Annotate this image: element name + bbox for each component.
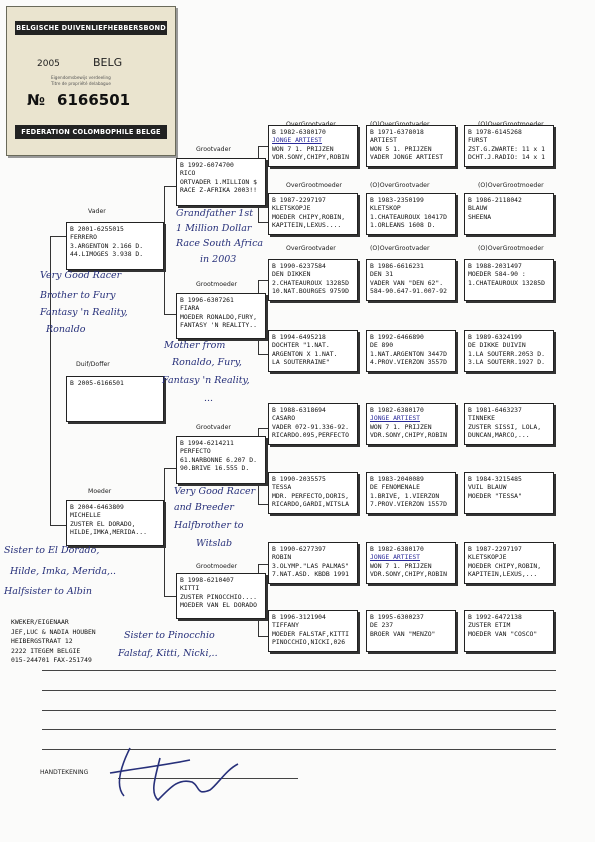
great-grandparent-box-2: B 1987-2297197 KLETSKOPJE MOEDER CHIPY,ROBIN, KAPITEIN,LEXUS.... xyxy=(268,193,358,235)
great-grandparent-box-1: B 1982-6380170 JONGE ARTIEST WON 7 1. PRIJZEN VDR.SONY,CHIPY,ROBIN xyxy=(268,125,358,167)
father-name: FERRERO xyxy=(70,233,97,242)
great-grandparent-box-8: B 1996-3121904 TIFFANY MOEDER FALSTAF,KITTI PINOCCHIO,NICKI,026 xyxy=(268,610,358,652)
great-grandparent-box-3: B 1990-6237584 DEN DIKKEN 2.CHATEAUROUX 13285D 10.NAT.BOURGES 9759D xyxy=(268,259,358,301)
header-overgrootvader-3: OverGrootvader xyxy=(286,245,336,252)
father-box xyxy=(66,222,164,270)
great-grandparent-box-7: B 1990-6277397 ROBIN 3.OLYMP."LAS PALMAS" 7.NAT.ASD. KBDB 1991 xyxy=(268,542,358,584)
mother-line-3: ZUSTER EL DORADO, xyxy=(70,519,136,528)
gg-mother-box-2: B 1986-2118042 BLAUW SHEENA xyxy=(464,193,554,235)
grandfather-maternal-box: B 1994-6214211 PERFECTO 61.NARBONNE 6.207 D. 90.BRIVE 16.555 D. xyxy=(176,436,266,484)
gg-father-box-3: B 1986-6616231 DEN 31 VADER VAN "DEN 62". 584-90.647-91.007-92 xyxy=(366,259,456,301)
header-grootvader-mat: Grootvader xyxy=(196,424,231,431)
owner-phone: 015-244701 FAX-251749 xyxy=(11,656,92,665)
note-line xyxy=(42,710,556,711)
father-line-4: 44.LIMOGES 3.938 D. xyxy=(70,250,144,259)
father-ring: B 2001-6255015 xyxy=(70,225,124,233)
grandmother-maternal-box: B 1998-6210407 KITTI ZUSTER PINOCCHIO.... MOEDER VAN EL DORADO xyxy=(176,573,266,619)
handwritten-note: Ronaldo xyxy=(46,324,86,335)
handwritten-note: Halfsister to Albin xyxy=(4,586,92,597)
gg-father-box-7: B 1982-6380170 JONGE ARTIEST WON 7 1. PRIJZEN VDR.SONY,CHIPY,ROBIN xyxy=(366,542,456,584)
header-moeder: Moeder xyxy=(88,488,112,495)
handwritten-note: Fantasy 'n Reality, xyxy=(40,307,128,318)
gg-father-box-5: B 1982-6380170 JONGE ARTIEST WON 7 1. PRIJZEN VDR.SONY,CHIPY,ROBIN xyxy=(366,403,456,445)
handwritten-note: Falstaf, Kitti, Nicki,.. xyxy=(118,648,218,659)
great-grandparent-box-4: B 1994-6495218 DOCHTER "1.NAT. ARGENTON X 1.NAT. LA SOUTERRAINE" xyxy=(268,330,358,372)
header-grootmoeder-pat: Grootmoeder xyxy=(196,281,238,288)
father-line-3: 3.ARGENTON 2.166 D. xyxy=(70,241,144,250)
stamp-year: 2005 xyxy=(37,59,60,69)
handwritten-note: and Breeder xyxy=(174,502,234,513)
owner-name: JEF,LUC & NADIA HOUBEN xyxy=(11,627,96,636)
handwritten-note: in 2003 xyxy=(200,254,237,265)
subject-ring-number: B 2005-6166501 xyxy=(70,379,124,387)
header-grootvader-pat: Grootvader xyxy=(196,146,231,153)
header-o-overgrootmoeder-2: (O)OverGrootmoeder xyxy=(478,182,544,189)
mother-ring: B 2004-6463809 xyxy=(70,503,124,511)
signature-label: HANDTEKENING xyxy=(40,769,89,776)
gg-father-box-6: B 1983-2040089 DE FENOMENALE 1.BRIVE, 1.VIERZON 7.PROV.VIERZON 1557D xyxy=(366,472,456,514)
gg-father-box-1: B 1971-6378018 ARTIEST WON 5 1. PRIJZEN VADER JONGE ARTIEST xyxy=(366,125,456,167)
gg-father-box-2: B 1983-2350199 KLETSKOP 1.CHATEAUROUX 10417D 1.ORLEANS 1608 D. xyxy=(366,193,456,235)
handwritten-note: Very Good Racer xyxy=(174,486,256,497)
note-line xyxy=(42,670,556,671)
owner-street: HEIBERGSTRAAT 12 xyxy=(11,637,73,646)
header-grootmoeder-mat: Grootmoeder xyxy=(196,563,238,570)
ring-certificate-stamp xyxy=(6,6,176,156)
mother-line-4: HILDE,IMKA,MERIDA... xyxy=(70,528,147,537)
stamp-number: № 6166501 xyxy=(27,91,131,109)
stamp-top-band: BELGISCHE DUIVENLIEFHEBBERSBOND xyxy=(15,21,167,35)
subject-pigeon-box xyxy=(66,376,164,422)
handwritten-note: Fantasy 'n Reality, xyxy=(162,375,250,386)
great-grandparent-box-5: B 1988-6318694 CASARO VADER 072-91.336-92. RICARDO.095,PERFECTO xyxy=(268,403,358,445)
note-line xyxy=(42,729,556,730)
handwritten-note: ... xyxy=(204,393,214,404)
header-o-overgrootvader-3: (O)OverGrootvader xyxy=(370,245,430,252)
note-line xyxy=(42,690,556,691)
header-vader: Vader xyxy=(88,208,106,215)
handwritten-note: Grandfather 1st xyxy=(176,208,254,219)
owner-city: 2222 ITEGEM BELGIE xyxy=(11,646,81,655)
handwritten-note: Sister to El Dorado, xyxy=(4,545,100,556)
header-o-overgrootvader-2: (O)OverGrootvader xyxy=(370,182,430,189)
gg-mother-box-4: B 1989-6324199 DE DIKKE DUIVIN 1.LA SOUTERR.2053 D. 3.LA SOUTERR.1927 D. xyxy=(464,330,554,372)
stamp-country: BELG xyxy=(93,56,123,69)
great-grandparent-box-6: B 1990-2035575 TESSA MDR. PERFECTO,DORIS, RICARDO,GARDI,WITSLA xyxy=(268,472,358,514)
header-o-overgrootmoeder-3: (O)OverGrootmoeder xyxy=(478,245,544,252)
gg-mother-box-3: B 1988-2031497 MOEDER 584-90 : 1.CHATEAUROUX 13285D xyxy=(464,259,554,301)
handwritten-note: Witslab xyxy=(196,538,233,549)
stamp-line-1: Eigendomsbewijs verdeeling xyxy=(51,75,111,80)
gg-mother-box-6: B 1984-3215485 VUIL BLAUW MOEDER "TESSA" xyxy=(464,472,554,514)
handwritten-signature xyxy=(100,738,260,808)
handwritten-note: Very Good Racer xyxy=(40,270,122,281)
handwritten-note: Ronaldo, Fury, xyxy=(172,357,242,368)
handwritten-note: Sister to Pinocchio xyxy=(124,630,215,641)
handwritten-note: Hilde, Imka, Merida,.. xyxy=(10,566,117,577)
header-duif-doffer: Duif/Doffer xyxy=(76,361,110,368)
gg-mother-box-7: B 1987-2297197 KLETSKOPJE MOEDER CHIPY,ROBIN, KAPITEIN,LEXUS,... xyxy=(464,542,554,584)
grandfather-paternal-box: B 1992-6074700 RICO ORTVADER 1.MILLION $ RACE Z-AFRIKA 2003!! xyxy=(176,158,266,206)
grandmother-paternal-box: B 1996-6307261 FIARA MOEDER RONALDO,FURY, FANTASY 'N REALITY.. xyxy=(176,293,266,339)
mother-name: MICHELLE xyxy=(70,511,101,520)
header-overgrootmoeder-1: OverGrootmoeder xyxy=(286,182,342,189)
handwritten-note: Brother to Fury xyxy=(40,290,116,301)
handwritten-note: Race South Africa xyxy=(176,238,264,249)
stamp-line-2: Titre de propriété delabague xyxy=(51,81,111,86)
gg-mother-box-1: B 1978-6145268 FURST ZST.G.ZWARTE: 11 x 1 DCHT.J.RADIO: 14 x 1 xyxy=(464,125,554,167)
handwritten-note: Mother from xyxy=(164,340,226,351)
gg-mother-box-5: B 1981-6463237 TINNEKE ZUSTER SISSI, LOLA, DUNCAN,MARCO,... xyxy=(464,403,554,445)
breeder-owner-block xyxy=(11,618,96,666)
gg-father-box-4: B 1992-6466890 DE 890 1.NAT.ARGENTON 3447D 4.PROV.VIERZON 3557D xyxy=(366,330,456,372)
handwritten-note: 1 Million Dollar xyxy=(176,223,252,234)
handwritten-note: Halfbrother to xyxy=(174,520,244,531)
stamp-bottom-band: FEDERATION COLOMBOPHILE BELGE xyxy=(15,125,167,139)
gg-mother-box-8: B 1992-6472138 ZUSTER ETIM MOEDER VAN "COSCO" xyxy=(464,610,554,652)
owner-label: KWEKER/EIGENAAR xyxy=(11,618,69,626)
gg-father-box-8: B 1995-6300237 DE 237 BROER VAN "MENZO" xyxy=(366,610,456,652)
mother-box xyxy=(66,500,164,546)
